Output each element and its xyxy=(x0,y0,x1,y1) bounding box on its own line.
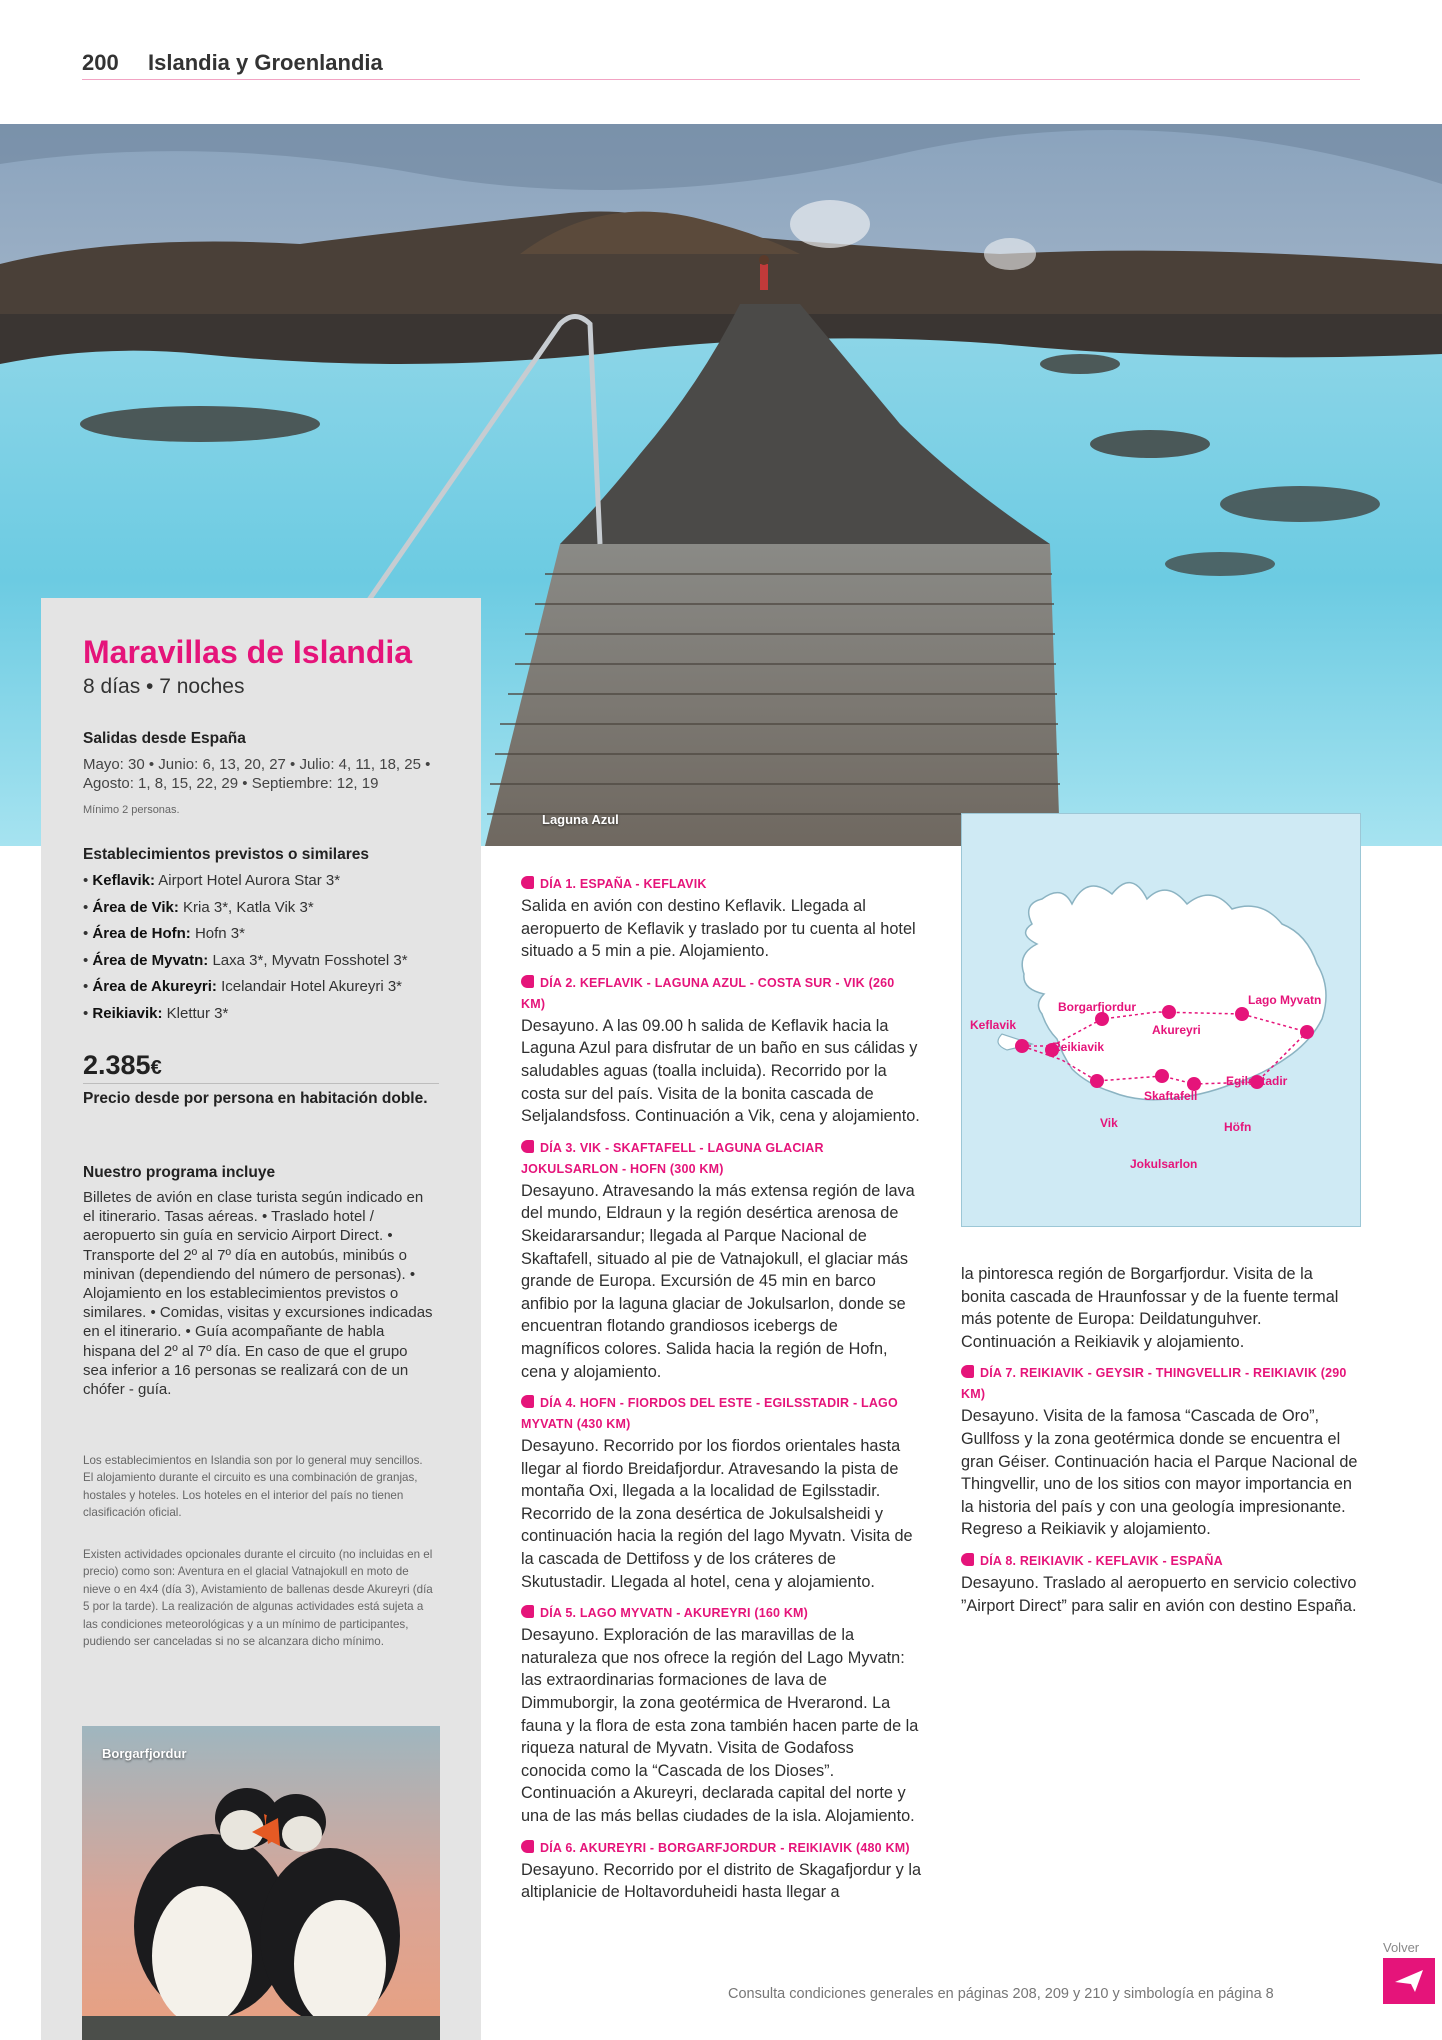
trip-duration: 8 días • 7 noches xyxy=(83,675,245,698)
day-marker-icon xyxy=(521,1140,534,1153)
day-text: Desayuno. A las 09.00 h salida de Keflavik hacia la Laguna Azul para disfrutar de un baño en sus cálidas y saludables aguas (toalla incluida). Recorrido por la costa sur del país. Visita de la bonita cascada de Seljalandsfoss. Continuación a Vik, cena y alojamiento. xyxy=(521,1016,920,1126)
hotel-list xyxy=(83,872,408,1031)
departure-dates: Mayo: 30 • Junio: 6, 13, 20, 27 • Julio: 4, 11, 18, 25 • Agosto: 1, 8, 15, 22, 29 • Septiembre: 12, 19 xyxy=(83,756,431,792)
day-heading: DÍA 2. KEFLAVIK - LAGUNA AZUL - COSTA SUR - VIK (260 KM) xyxy=(521,975,895,1011)
day-marker-icon xyxy=(521,1395,534,1408)
hotels-heading: Establecimientos previstos o similares xyxy=(83,846,370,863)
activities-note: Existen actividades opcionales durante el circuito (no incluidas en el precio) como son: Aventura en el glacial Vatnajokull en moto de nieve o en 4x4 (día 3), Avistamiento de ballenas desde Akureyri (día 5 por la tarde). La realización de algunas actividades está sujeta a las condiciones meteorológicas y a un mínimo de participantes, pudiendo ser canceladas si no se alcanzara dicho mínimo. xyxy=(83,1548,433,1649)
puffins-photo xyxy=(82,1726,440,2040)
day-text: Desayuno. Atravesando la más extensa región de lava del mundo, Eldraun y la región desértica arenosa de Skeidararsandur; llegada al Parque Nacional de Skaftafell, situado al pie de Vatnajokull, el glaciar más grande de Europa. Excursión de 45 min en barco anfibio por la laguna glaciar de Jokulsarlon, donde se encuentran flotando grandiosos icebergs de magníficos colores. Salida hacia la región de Hofn, cena y alojamiento. xyxy=(521,1181,915,1381)
back-button[interactable] xyxy=(1383,1958,1435,2004)
section-title: Islandia y Groenlandia xyxy=(148,50,383,75)
hotel-item: • Área de Akureyri: Icelandair Hotel Akureyri 3* xyxy=(83,978,403,995)
page-header xyxy=(82,48,1360,80)
day-heading: DÍA 4. HOFN - FIORDOS DEL ESTE - EGILSSTADIR - LAGO MYVATN (430 KM) xyxy=(521,1396,898,1432)
map-label-reikiavik: Reikiavik xyxy=(1052,1040,1105,1054)
day-text: Desayuno. Exploración de las maravillas de la naturaleza que nos ofrece la región del Lago Myvatn: las extraordinarias formaciones de lava de Dimmuborgir, la zona geotérmica de Hverarond. La fauna y la flora de esta zona también hacen parte de la riqueza natural de Myvatn. Visita de Godafoss conocida como la “Cascada de los Dioses”. Continuación a Akureyri, declarada capital del norte y una de las más bellas ciudades de la isla. Alojamiento. xyxy=(521,1626,919,1825)
day-heading: DÍA 8. REIKIAVIK - KEFLAVIK - ESPAÑA xyxy=(961,1551,1361,1572)
hotel-item: • Área de Hofn: Hofn 3* xyxy=(83,925,245,942)
map-label-borgarfjordur: Borgarfjordur xyxy=(1058,1000,1136,1014)
departures-heading: Salidas desde España xyxy=(83,730,246,747)
hotel-item: • Área de Myvatn: Laxa 3*, Myvatn Fosshotel 3* xyxy=(83,951,408,969)
footer-note: Consulta condiciones generales en páginas 208, 209 y 210 y simbología en página 8 xyxy=(728,1986,1274,2002)
day-text: Salida en avión con destino Keflavik. Llegada al aeropuerto de Keflavik y traslado por tu cuenta al hotel situado a 5 min a pie. Alojamiento. xyxy=(521,897,916,961)
map-label-egilsstadir: Egilsstadir xyxy=(1226,1074,1288,1088)
back-arrow-icon xyxy=(1393,1968,1425,1994)
day-marker-icon xyxy=(521,876,534,889)
minimum-persons: Mínimo 2 personas. xyxy=(83,804,180,816)
day-text-continued: la pintoresca región de Borgarfjordur. Visita de la bonita cascada de Hraunfossar y de la fuente termal más potente de Europa: Deildatunguhver. Continuación a Reikiavik y alojamiento. xyxy=(961,1265,1339,1351)
day-text: Desayuno. Traslado al aeropuerto en servicio colectivo ”Airport Direct” para salir en avión con destino España. xyxy=(961,1573,1357,1615)
day-marker-icon xyxy=(961,1553,974,1566)
hero-photo-caption: Laguna Azul xyxy=(542,812,619,827)
hotel-item: • Área de Vik: Kria 3*, Katla Vik 3* xyxy=(83,898,314,916)
itinerary-column-2 xyxy=(961,1263,1361,1617)
day-marker-icon xyxy=(961,1365,974,1378)
day-heading: DÍA 3. VIK - SKAFTAFELL - LAGUNA GLACIAR JOKULSARLON - HOFN (300 KM) xyxy=(521,1140,824,1176)
price-note: Precio desde por persona en habitación doble. xyxy=(83,1090,428,1107)
day-marker-icon xyxy=(521,1605,534,1618)
page-number: 200 xyxy=(82,50,119,75)
back-label[interactable]: Volver xyxy=(1383,1940,1420,1955)
map-label-jokulsarlon: Jokulsarlon xyxy=(1130,1157,1198,1171)
includes-text: Billetes de avión en clase turista según indicado en el itinerario. Tasas aéreas. • Traslado hotel / aeropuerto sin guía en servicio Airport Direct. • Transporte del 2º al 7º día en autobús, minibús o minivan (dependiendo del número de personas). • Alojamiento en los establecimientos previstos o similares. • Comidas, visitas y excursiones indicadas en el itinerario. • Guía acompañante de habla hispana del 2º al 7º día. En caso de que el grupo sea inferior a 16 personas se realizará con de un chófer - guía. xyxy=(83,1189,433,1399)
day-text: Desayuno. Visita de la famosa “Cascada de Oro”, Gullfoss y la zona geotérmica donde se encuentra el gran Géiser. Continuación hacia el Parque Nacional de Thingvellir, uno de los sitios con mayor importancia en la historia del país y con una geología impresionante. Regreso a Reikiavik y alojamiento. xyxy=(961,1407,1358,1539)
hotel-item: • Reikiavik: Klettur 3* xyxy=(83,1004,229,1022)
day-marker-icon xyxy=(521,1840,534,1853)
map-label-hofn: Höfn xyxy=(1224,1120,1252,1134)
day-heading: DÍA 5. LAGO MYVATN - AKUREYRI (160 KM) xyxy=(521,1603,921,1624)
itinerary-column-1 xyxy=(521,874,921,1904)
day-text: Desayuno. Recorrido por el distrito de Skagafjordur y la altiplanicie de Holtavorduheidi hasta llegar a xyxy=(521,1860,921,1902)
price-divider xyxy=(83,1083,439,1084)
day-heading: DÍA 1. ESPAÑA - KEFLAVIK xyxy=(521,874,921,895)
price: 2.385€ xyxy=(83,1050,162,1080)
route-map xyxy=(961,813,1361,1227)
includes-heading: Nuestro programa incluye xyxy=(83,1164,276,1181)
hotel-item: • Keflavik: Airport Hotel Aurora Star 3* xyxy=(83,872,341,889)
trip-title: Maravillas de Islandia xyxy=(83,634,413,670)
map-label-keflavik: Keflavik xyxy=(970,1018,1017,1032)
day-heading: DÍA 7. REIKIAVIK - GEYSIR - THINGVELLIR - REIKIAVIK (290 KM) xyxy=(961,1366,1347,1402)
map-label-skaftafell: Skaftafell xyxy=(1144,1089,1198,1103)
day-heading: DÍA 6. AKUREYRI - BORGARFJORDUR - REIKIAVIK (480 KM) xyxy=(521,1838,921,1859)
hotel-note: Los establecimientos en Islandia son por lo general muy sencillos. El alojamiento durante el circuito es una combinación de granjas, hostales y hoteles. Los hoteles en el interior del país no tienen clasificación oficial. xyxy=(83,1454,423,1520)
map-label-akureyri: Akureyri xyxy=(1152,1023,1201,1037)
map-label-vik: Vik xyxy=(1100,1116,1118,1130)
map-label-myvatn: Lago Myvatn xyxy=(1248,993,1322,1007)
day-text: Desayuno. Recorrido por los fiordos orientales hasta llegar al fiordo Breidafjordur. Atravesando la pista de montaña Oxi, llegada a la localidad de Egilsstadir. Recorrido de la zona desértica de Jokulsalsheidi y continuación hacia la región del lago Myvatn. Visita de la cascada de Dettifoss y de los cráteres de Skutustadir. Llegada al hotel, cena y alojamiento. xyxy=(521,1437,913,1591)
puffins-photo-caption: Borgarfjordur xyxy=(102,1746,187,1761)
day-marker-icon xyxy=(521,975,534,988)
